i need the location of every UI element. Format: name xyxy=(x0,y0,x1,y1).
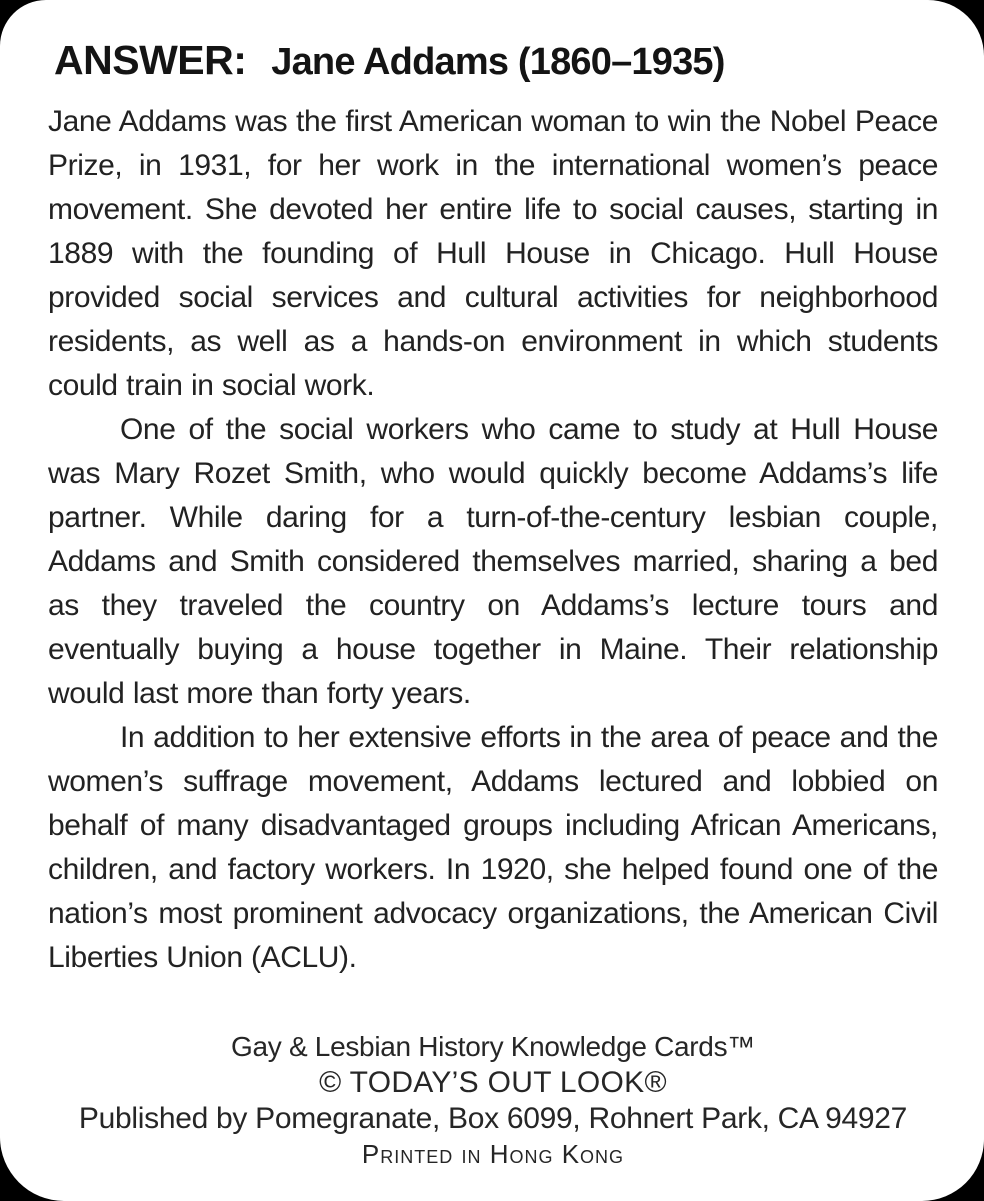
answer-heading xyxy=(54,38,938,84)
body-paragraph-3: In addition to her extensive efforts in the area of peace and the women’s suffrage movement, Addams lectured and lobbied on behalf of many disadvantaged groups including African Americans, children, and factory workers. In 1920, she helped found one of the nation’s most prominent advocacy organizations, the American Civil Liberties Union (ACLU). xyxy=(48,720,938,974)
answer-label: ANSWER: xyxy=(54,37,247,83)
copyright-line: © TODAY’S OUT LOOK® xyxy=(319,1066,667,1099)
series-title-line: Gay & Lesbian History Knowledge Cards™ xyxy=(231,1031,755,1062)
body-paragraph-2: One of the social workers who came to study at Hull House was Mary Rozet Smith, who would quickly become Addams’s life partner. While daring for a turn-of-the-century lesbian couple, Addams and Smith considered themselves married, sharing a bed as they traveled the country on Addams’s lecture tours and eventually buying a house together in Maine. Their relationship would last more than forty years. xyxy=(48,412,938,710)
card-body xyxy=(48,100,938,980)
answer-subject: Jane Addams (1860–1935) xyxy=(271,41,725,83)
publisher-line: Published by Pomegranate, Box 6099, Rohnert Park, CA 94927 xyxy=(78,1102,908,1135)
printed-in-line: Printed in Hong Kong xyxy=(361,1139,625,1169)
body-paragraph-1: Jane Addams was the first American woman to win the Nobel Peace Prize, in 1931, for her work in the international women’s peace movement. She devoted her entire life to social causes, starting in 1889 with the founding of Hull House in Chicago. Hull House provided social services and cultural activities for neighborhood residents, as well as a hands-on environment in which students could train in social work. xyxy=(48,104,938,402)
card-footer xyxy=(48,1029,938,1171)
